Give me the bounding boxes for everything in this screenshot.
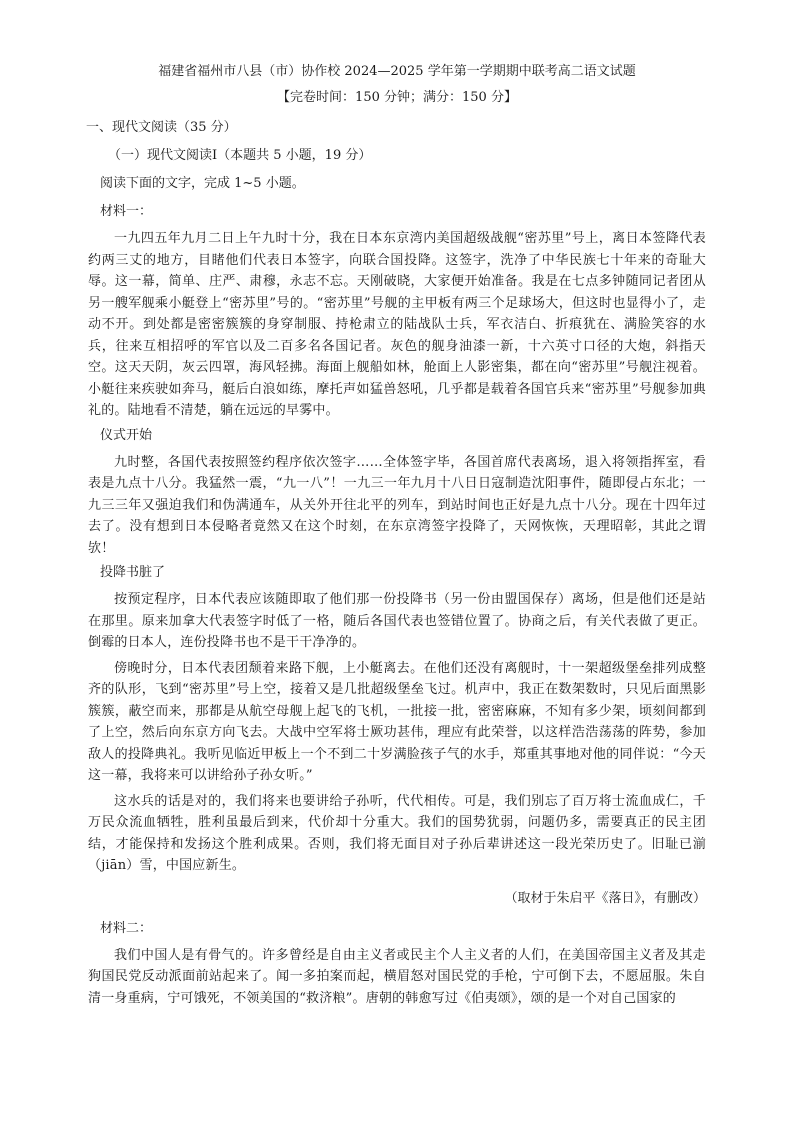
- material-1-label: 材料一：: [100, 204, 153, 219]
- reading-instruction: 阅读下面的文字，完成 1~5 小题。: [100, 176, 305, 191]
- document-title: 福建省福州市八县（市）协作校 2024—2025 学年第一学期期中联考高二语文试题: [158, 64, 636, 79]
- ceremony-subtitle: 仪式开始: [100, 427, 153, 443]
- dirty-paragraph: 按预定程序，日本代表应该随即取了他们那一份投降书（另一份由盟国保存）离场，但是他们还是站在那里。原来加拿大代表签字时低了一格，随后各国代表也签错位置了。协商之后，有关代表做了更正。倒霉的日本人，连份投降书也不是干干净净的。: [88, 592, 706, 650]
- material-1-source: （取材于朱启平《落日》，有删改）: [504, 890, 706, 906]
- material-2-paragraph: 我们中国人是有骨气的。许多曾经是自由主义者或民主个人主义者的人们，在美国帝国主义者及其走狗国民党反动派面前站起来了。闻一多拍案而起，横眉怒对国民党的手枪，宁可倒下去，不愿屈服。朱自清一身重病，宁可饿死，不领美国的“救济粮”。唐朝的韩愈写过《伯夷颂》，颂的是一个对自己国家的: [88, 947, 706, 1006]
- exam-info: 【完卷时间：150 分钟；满分：150 分】: [277, 90, 517, 105]
- dirty-paragraph: 傍晚时分，日本代表团颓着来路下舰，上小艇离去。在他们还没有离舰时，十一架超级堡垒排列成整齐的队形，飞到“密苏里”号上空，接着又是几批超级堡垒飞过。机声中，我正在数架数时，只见后面黑影簇簇，蔽空而来，那都是从航空母舰上起飞的飞机，一批接一批，密密麻麻，不知有多少架，顷刻间都到了上空，然后向东京方向飞去。大战中空军将士厥功甚伟，理应有此荣誉，以这样浩浩荡荡的阵势，参加敌人的投降典礼。我听见临近甲板上一个不到二十岁满脸孩子气的水手，郑重其事地对他的同伴说：“今天这一幕，我将来可以讲给孙子孙女听。”: [88, 660, 706, 783]
- dirty-surrender-subtitle: 投降书脏了: [100, 565, 166, 580]
- material-2-label: 材料二：: [100, 920, 153, 936]
- ceremony-paragraph: 九时整，各国代表按照签约程序依次签字……全体签字毕，各国首席代表离场，退入将领指挥室，看表是九点十八分。我猛然一震，“九一八”！一九三一年九月十八日日寇制造沈阳事件，随即侵占东北；一九三三年又强迫我们和伪满通车，从关外开往北平的列车，到站时间也正好是九点十八分。现在十四年过去了。没有想到日本侵略者竟然又在这个时刻，在东京湾签字投降了，天网恢恢，天理昭彰，其此之谓欤！: [88, 454, 706, 556]
- material-1-paragraph: 一九四五年九月二日上午九时十分，我在日本东京湾内美国超级战舰“密苏里”号上，离日本签降代表约两三丈的地方，目睹他们代表日本签字，向联合国投降。这签字，洗净了中华民族七十年来的奇耻大辱。这一幕，简单、庄严、肃穆，永志不忘。天刚破晓，大家便开始准备。我是在七点多钟随同记者团从另一艘军舰乘小艇登上“密苏里”号的。“密苏里”号舰的主甲板有两三个足球场大，但这时也显得小了，走动不开。到处都是密密簇簇的身穿制服、持枪肃立的陆战队士兵，军衣洁白、折痕犹在、满脸笑容的水兵，往来互相招呼的军官以及二百多名各国记者。灰色的舰身油漆一新，十六英寸口径的大炮，斜指天空。这天天阴，灰云四罩，海风轻拂。海面上舰船如林，舱面上人影密集，都在向“密苏里”号舰注视着。小艇往来疾驶如奔马，艇后白浪如练，摩托声如猛兽怒吼，几乎都是载着各国官兵来“密苏里”号舰参加典礼的。陆地看不清楚，躺在远远的早雾中。: [88, 231, 706, 418]
- section-heading: 一、现代文阅读（35 分）: [86, 120, 237, 135]
- dirty-paragraph: 这水兵的话是对的，我们将来也要讲给子孙听，代代相传。可是，我们别忘了百万将士流血成仁，千万民众流血牺牲，胜利虽最后到来，代价却十分重大。我们的国势犹弱，问题仍多，需要真正的民主团结，才能保持和发扬这个胜利成果。否则，我们将无面目对子孙后辈讲述这一段光荣历史了。旧耻已湔（jiān）雪，中国应新生。: [88, 793, 706, 873]
- section-subheading: （一）现代文阅读Ⅰ（本题共 5 小题，19 分）: [108, 148, 372, 163]
